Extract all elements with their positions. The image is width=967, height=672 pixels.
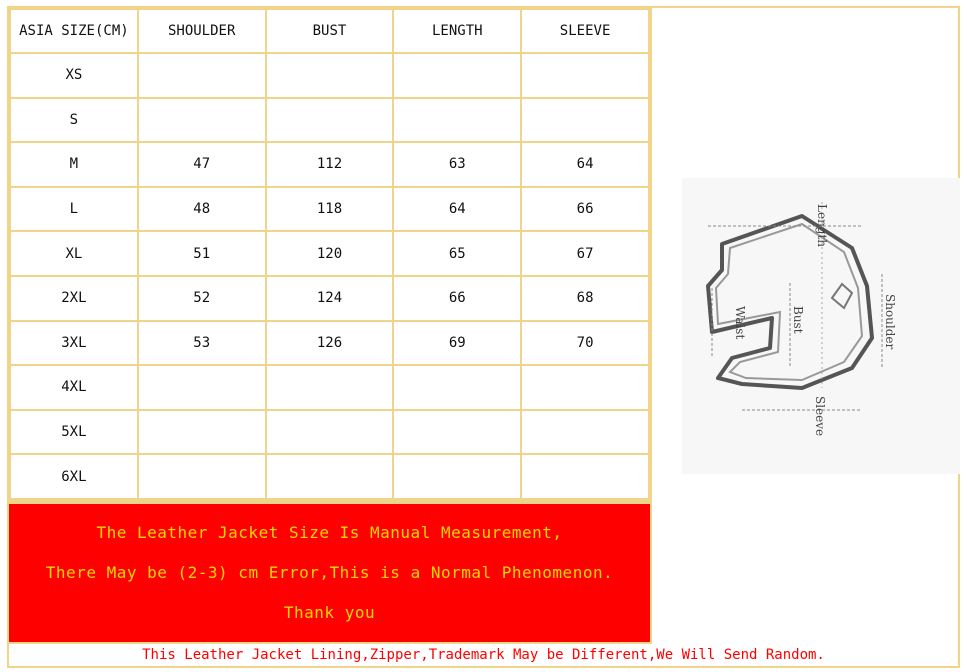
measurement-cell: [138, 98, 266, 143]
table-row: [10, 321, 649, 366]
measurement-cell: [521, 365, 649, 410]
measurement-cell: [521, 53, 649, 98]
measurement-cell: [266, 53, 394, 98]
measurement-cell: 66: [521, 187, 649, 232]
measurement-cell: [266, 365, 394, 410]
size-label-cell: XS: [10, 53, 138, 98]
header-bust: BUST: [266, 9, 394, 53]
header-shoulder: SHOULDER: [138, 9, 266, 53]
size-label-cell: M: [10, 142, 138, 187]
measurement-cell: 64: [393, 187, 521, 232]
size-label-cell: 5XL: [10, 410, 138, 455]
measurement-cell: 65: [393, 231, 521, 276]
measurement-cell: [138, 454, 266, 499]
size-label-cell: 4XL: [10, 365, 138, 410]
collar: [832, 284, 852, 308]
label-sleeve: Sleeve: [813, 396, 827, 437]
size-table: [9, 8, 650, 500]
table-row: [10, 53, 649, 98]
header-length: LENGTH: [393, 9, 521, 53]
table-row: [10, 231, 649, 276]
measurement-cell: [266, 454, 394, 499]
measurement-cell: 66: [393, 276, 521, 321]
measurement-cell: 47: [138, 142, 266, 187]
jacket-diagram-svg: [682, 178, 960, 474]
measurement-cell: [266, 98, 394, 143]
measurement-cell: [393, 98, 521, 143]
measurement-cell: 69: [393, 321, 521, 366]
table-row: [10, 276, 649, 321]
measurement-cell: 70: [521, 321, 649, 366]
measurement-cell: [521, 454, 649, 499]
measurement-cell: [138, 410, 266, 455]
measurement-cell: 126: [266, 321, 394, 366]
measurement-cell: 63: [393, 142, 521, 187]
measurement-cell: 120: [266, 231, 394, 276]
size-label-cell: 6XL: [10, 454, 138, 499]
size-label-cell: 3XL: [10, 321, 138, 366]
measurement-cell: 52: [138, 276, 266, 321]
measurement-cell: [138, 53, 266, 98]
measurement-notice: [7, 502, 652, 644]
measurement-diagram: [682, 178, 960, 474]
measurement-cell: [521, 98, 649, 143]
measurement-cell: [521, 410, 649, 455]
header-sleeve: SLEEVE: [521, 9, 649, 53]
table-row: [10, 410, 649, 455]
table-row: [10, 98, 649, 143]
notice-line-1: The Leather Jacket Size Is Manual Measurement,: [96, 523, 563, 542]
notice-line-2: There May be (2-3) cm Error,This is a Normal Phenomenon.: [45, 563, 614, 582]
measurement-cell: 51: [138, 231, 266, 276]
measurement-cell: [393, 454, 521, 499]
header-asia-size: ASIA SIZE(CM): [10, 9, 138, 53]
size-label-cell: XL: [10, 231, 138, 276]
label-waist: Waist: [733, 306, 747, 340]
measurement-cell: 112: [266, 142, 394, 187]
label-bust: Bust: [791, 306, 805, 334]
measurement-cell: 64: [521, 142, 649, 187]
measurement-cell: 124: [266, 276, 394, 321]
measurement-cell: [138, 365, 266, 410]
table-row: [10, 365, 649, 410]
label-length: Length: [815, 204, 829, 248]
measurement-cell: [393, 410, 521, 455]
measurement-cell: 48: [138, 187, 266, 232]
measurement-cell: [266, 410, 394, 455]
table-header-row: [10, 9, 649, 53]
notice-line-3: Thank you: [283, 603, 376, 622]
footer-note: This Leather Jacket Lining,Zipper,Trademark May be Different,We Will Send Random.: [7, 644, 960, 668]
label-shoulder: Shoulder: [883, 294, 897, 350]
size-label-cell: 2XL: [10, 276, 138, 321]
size-label-cell: S: [10, 98, 138, 143]
measurement-cell: 67: [521, 231, 649, 276]
size-label-cell: L: [10, 187, 138, 232]
measurement-cell: 53: [138, 321, 266, 366]
measurement-cell: [393, 365, 521, 410]
table-row: [10, 142, 649, 187]
measurement-cell: 118: [266, 187, 394, 232]
table-row: [10, 454, 649, 499]
size-chart: [7, 6, 652, 502]
measurement-cell: [393, 53, 521, 98]
measurement-cell: 68: [521, 276, 649, 321]
table-row: [10, 187, 649, 232]
